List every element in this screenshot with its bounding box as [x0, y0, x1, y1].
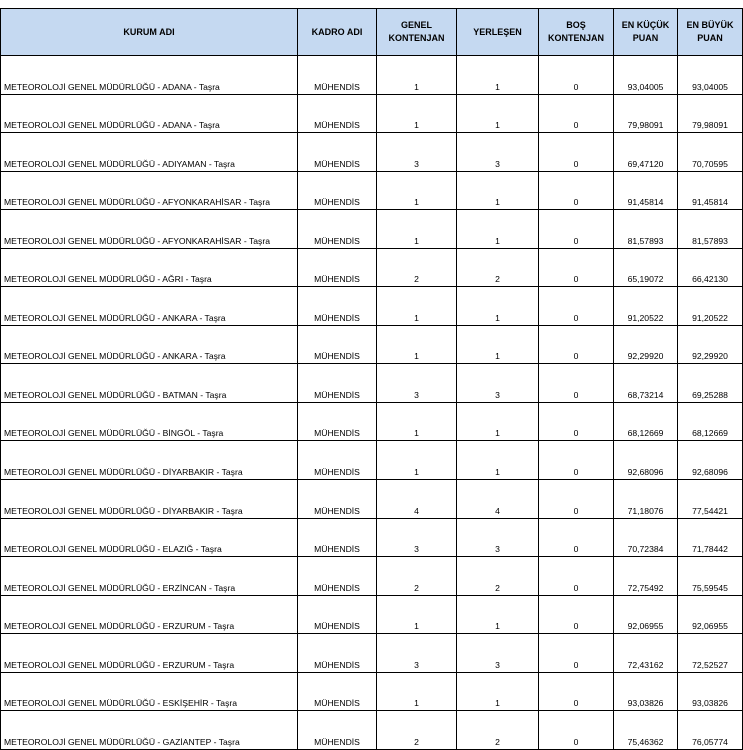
cell-en-buyuk-puan: 71,78442	[678, 518, 743, 557]
cell-bos-kontenjan: 0	[539, 634, 614, 673]
cell-en-buyuk-puan: 93,04005	[678, 56, 743, 95]
header-bos-kontenjan: BOŞ KONTENJAN	[539, 9, 614, 56]
cell-en-buyuk-puan: 72,52527	[678, 634, 743, 673]
cell-kadro-adi: MÜHENDİS	[298, 711, 377, 750]
cell-en-buyuk-puan: 91,20522	[678, 287, 743, 326]
cell-kadro-adi: MÜHENDİS	[298, 210, 377, 249]
cell-kurum-adi: METEOROLOJİ GENEL MÜDÜRLÜĞÜ - ADANA - Taşra	[1, 56, 298, 95]
table-row	[1, 325, 743, 364]
cell-bos-kontenjan: 0	[539, 94, 614, 133]
cell-en-buyuk-puan: 68,12669	[678, 402, 743, 441]
cell-kadro-adi: MÜHENDİS	[298, 133, 377, 172]
table-row	[1, 94, 743, 133]
cell-genel-kontenjan: 3	[377, 133, 457, 172]
cell-yerlesen: 1	[457, 402, 539, 441]
cell-kadro-adi: MÜHENDİS	[298, 56, 377, 95]
cell-bos-kontenjan: 0	[539, 557, 614, 596]
cell-bos-kontenjan: 0	[539, 210, 614, 249]
cell-yerlesen: 1	[457, 56, 539, 95]
cell-en-buyuk-puan: 66,42130	[678, 248, 743, 287]
cell-kurum-adi: METEOROLOJİ GENEL MÜDÜRLÜĞÜ - BİNGÖL - Taşra	[1, 402, 298, 441]
table-row	[1, 56, 743, 95]
cell-kurum-adi: METEOROLOJİ GENEL MÜDÜRLÜĞÜ - ERZURUM - Taşra	[1, 595, 298, 634]
cell-kadro-adi: MÜHENDİS	[298, 518, 377, 557]
table-row	[1, 210, 743, 249]
cell-en-buyuk-puan: 92,68096	[678, 441, 743, 480]
table-row	[1, 248, 743, 287]
cell-en-buyuk-puan: 75,59545	[678, 557, 743, 596]
cell-yerlesen: 2	[457, 711, 539, 750]
cell-yerlesen: 3	[457, 634, 539, 673]
cell-kurum-adi: METEOROLOJİ GENEL MÜDÜRLÜĞÜ - ERZURUM - Taşra	[1, 634, 298, 673]
cell-bos-kontenjan: 0	[539, 325, 614, 364]
header-kurum-adi: KURUM ADI	[1, 9, 298, 56]
cell-kadro-adi: MÜHENDİS	[298, 94, 377, 133]
cell-yerlesen: 3	[457, 133, 539, 172]
cell-bos-kontenjan: 0	[539, 441, 614, 480]
table-row	[1, 171, 743, 210]
cell-yerlesen: 1	[457, 325, 539, 364]
cell-en-kucuk-puan: 92,29920	[614, 325, 678, 364]
cell-genel-kontenjan: 1	[377, 171, 457, 210]
cell-yerlesen: 1	[457, 441, 539, 480]
cell-en-kucuk-puan: 70,72384	[614, 518, 678, 557]
cell-bos-kontenjan: 0	[539, 364, 614, 403]
cell-en-buyuk-puan: 81,57893	[678, 210, 743, 249]
cell-kadro-adi: MÜHENDİS	[298, 480, 377, 519]
cell-genel-kontenjan: 1	[377, 94, 457, 133]
cell-bos-kontenjan: 0	[539, 402, 614, 441]
header-en-buyuk-puan: EN BÜYÜK PUAN	[678, 9, 743, 56]
table-row	[1, 634, 743, 673]
cell-en-kucuk-puan: 92,68096	[614, 441, 678, 480]
cell-en-buyuk-puan: 70,70595	[678, 133, 743, 172]
cell-kurum-adi: METEOROLOJİ GENEL MÜDÜRLÜĞÜ - AĞRI - Taşra	[1, 248, 298, 287]
cell-genel-kontenjan: 3	[377, 634, 457, 673]
table-row	[1, 133, 743, 172]
cell-kurum-adi: METEOROLOJİ GENEL MÜDÜRLÜĞÜ - AFYONKARAHİSAR - Taşra	[1, 171, 298, 210]
cell-kurum-adi: METEOROLOJİ GENEL MÜDÜRLÜĞÜ - ANKARA - Taşra	[1, 325, 298, 364]
cell-en-kucuk-puan: 68,73214	[614, 364, 678, 403]
cell-genel-kontenjan: 1	[377, 402, 457, 441]
cell-kadro-adi: MÜHENDİS	[298, 325, 377, 364]
cell-en-kucuk-puan: 91,20522	[614, 287, 678, 326]
cell-en-buyuk-puan: 69,25288	[678, 364, 743, 403]
table-row	[1, 557, 743, 596]
cell-kurum-adi: METEOROLOJİ GENEL MÜDÜRLÜĞÜ - AFYONKARAHİSAR - Taşra	[1, 210, 298, 249]
table-row	[1, 287, 743, 326]
cell-genel-kontenjan: 2	[377, 711, 457, 750]
table-row	[1, 441, 743, 480]
cell-genel-kontenjan: 2	[377, 248, 457, 287]
cell-en-buyuk-puan: 92,06955	[678, 595, 743, 634]
cell-genel-kontenjan: 1	[377, 441, 457, 480]
cell-kurum-adi: METEOROLOJİ GENEL MÜDÜRLÜĞÜ - ELAZIĞ - Taşra	[1, 518, 298, 557]
table-row	[1, 672, 743, 711]
cell-genel-kontenjan: 3	[377, 364, 457, 403]
cell-genel-kontenjan: 1	[377, 56, 457, 95]
table-row	[1, 518, 743, 557]
cell-genel-kontenjan: 1	[377, 210, 457, 249]
cell-yerlesen: 2	[457, 557, 539, 596]
cell-en-kucuk-puan: 75,46362	[614, 711, 678, 750]
cell-genel-kontenjan: 1	[377, 325, 457, 364]
cell-en-kucuk-puan: 72,43162	[614, 634, 678, 673]
cell-en-kucuk-puan: 93,04005	[614, 56, 678, 95]
cell-kurum-adi: METEOROLOJİ GENEL MÜDÜRLÜĞÜ - ANKARA - Taşra	[1, 287, 298, 326]
cell-kurum-adi: METEOROLOJİ GENEL MÜDÜRLÜĞÜ - ERZİNCAN - Taşra	[1, 557, 298, 596]
cell-kadro-adi: MÜHENDİS	[298, 402, 377, 441]
cell-yerlesen: 4	[457, 480, 539, 519]
cell-kadro-adi: MÜHENDİS	[298, 364, 377, 403]
cell-yerlesen: 1	[457, 672, 539, 711]
table-row	[1, 364, 743, 403]
cell-kadro-adi: MÜHENDİS	[298, 595, 377, 634]
cell-en-kucuk-puan: 72,75492	[614, 557, 678, 596]
cell-en-kucuk-puan: 93,03826	[614, 672, 678, 711]
placement-results-table	[0, 8, 743, 750]
cell-genel-kontenjan: 4	[377, 480, 457, 519]
cell-en-kucuk-puan: 92,06955	[614, 595, 678, 634]
cell-en-kucuk-puan: 68,12669	[614, 402, 678, 441]
cell-genel-kontenjan: 1	[377, 595, 457, 634]
cell-yerlesen: 1	[457, 171, 539, 210]
cell-bos-kontenjan: 0	[539, 672, 614, 711]
table-row	[1, 402, 743, 441]
table-row	[1, 480, 743, 519]
cell-yerlesen: 3	[457, 364, 539, 403]
cell-kurum-adi: METEOROLOJİ GENEL MÜDÜRLÜĞÜ - ESKİŞEHİR - Taşra	[1, 672, 298, 711]
cell-en-kucuk-puan: 79,98091	[614, 94, 678, 133]
cell-en-kucuk-puan: 65,19072	[614, 248, 678, 287]
cell-en-kucuk-puan: 81,57893	[614, 210, 678, 249]
cell-en-buyuk-puan: 77,54421	[678, 480, 743, 519]
header-kadro-adi: KADRO ADI	[298, 9, 377, 56]
cell-bos-kontenjan: 0	[539, 248, 614, 287]
cell-bos-kontenjan: 0	[539, 480, 614, 519]
cell-en-buyuk-puan: 92,29920	[678, 325, 743, 364]
cell-bos-kontenjan: 0	[539, 133, 614, 172]
cell-kadro-adi: MÜHENDİS	[298, 287, 377, 326]
cell-bos-kontenjan: 0	[539, 595, 614, 634]
cell-en-kucuk-puan: 91,45814	[614, 171, 678, 210]
cell-yerlesen: 1	[457, 287, 539, 326]
cell-kurum-adi: METEOROLOJİ GENEL MÜDÜRLÜĞÜ - ADANA - Taşra	[1, 94, 298, 133]
cell-en-buyuk-puan: 93,03826	[678, 672, 743, 711]
cell-kadro-adi: MÜHENDİS	[298, 248, 377, 287]
cell-kadro-adi: MÜHENDİS	[298, 557, 377, 596]
cell-yerlesen: 1	[457, 210, 539, 249]
cell-genel-kontenjan: 2	[377, 557, 457, 596]
cell-genel-kontenjan: 1	[377, 672, 457, 711]
cell-genel-kontenjan: 1	[377, 287, 457, 326]
cell-en-buyuk-puan: 76,05774	[678, 711, 743, 750]
cell-bos-kontenjan: 0	[539, 287, 614, 326]
cell-kurum-adi: METEOROLOJİ GENEL MÜDÜRLÜĞÜ - GAZİANTEP - Taşra	[1, 711, 298, 750]
table-row	[1, 595, 743, 634]
cell-kurum-adi: METEOROLOJİ GENEL MÜDÜRLÜĞÜ - BATMAN - Taşra	[1, 364, 298, 403]
cell-en-buyuk-puan: 91,45814	[678, 171, 743, 210]
header-en-kucuk-puan: EN KÜÇÜK PUAN	[614, 9, 678, 56]
cell-yerlesen: 2	[457, 248, 539, 287]
cell-kadro-adi: MÜHENDİS	[298, 441, 377, 480]
cell-en-kucuk-puan: 69,47120	[614, 133, 678, 172]
cell-genel-kontenjan: 3	[377, 518, 457, 557]
cell-bos-kontenjan: 0	[539, 171, 614, 210]
cell-bos-kontenjan: 0	[539, 56, 614, 95]
cell-en-buyuk-puan: 79,98091	[678, 94, 743, 133]
cell-bos-kontenjan: 0	[539, 518, 614, 557]
cell-yerlesen: 1	[457, 94, 539, 133]
cell-kadro-adi: MÜHENDİS	[298, 634, 377, 673]
cell-bos-kontenjan: 0	[539, 711, 614, 750]
cell-kadro-adi: MÜHENDİS	[298, 672, 377, 711]
cell-kurum-adi: METEOROLOJİ GENEL MÜDÜRLÜĞÜ - DİYARBAKIR - Taşra	[1, 441, 298, 480]
header-yerlesen: YERLEŞEN	[457, 9, 539, 56]
header-genel-kontenjan: GENEL KONTENJAN	[377, 9, 457, 56]
header-row	[1, 9, 743, 56]
cell-en-kucuk-puan: 71,18076	[614, 480, 678, 519]
cell-kurum-adi: METEOROLOJİ GENEL MÜDÜRLÜĞÜ - ADIYAMAN - Taşra	[1, 133, 298, 172]
cell-kurum-adi: METEOROLOJİ GENEL MÜDÜRLÜĞÜ - DİYARBAKIR - Taşra	[1, 480, 298, 519]
cell-kadro-adi: MÜHENDİS	[298, 171, 377, 210]
cell-yerlesen: 1	[457, 595, 539, 634]
cell-yerlesen: 3	[457, 518, 539, 557]
